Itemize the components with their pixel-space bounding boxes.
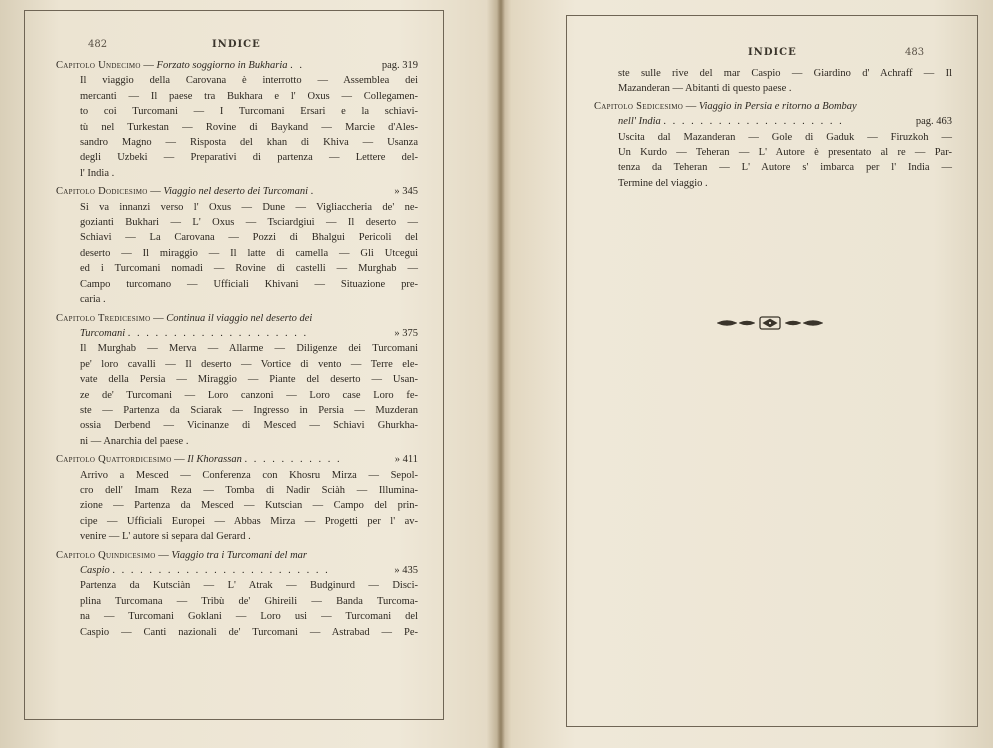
summary-line: deserto — Il miraggio — Il latte di camella — Gli Utcegui: [80, 247, 418, 259]
page-ref: 435: [402, 565, 418, 576]
left-page-index: [56, 58, 418, 640]
left-page-number: 482: [88, 39, 108, 50]
summary-line: Caspio — Canti nazionali de' Turcomani — Astrabad — Pe-: [80, 626, 418, 638]
summary-line: gozianti Bukhari — L' Oxus — Tsciardgiui — Il deserto —: [80, 217, 418, 229]
summary-line: caria .: [80, 294, 106, 306]
printer-ornament-icon: [715, 315, 825, 331]
summary-line: zione — Partenza da Mesced — Kutscian — Campo del prin-: [80, 500, 418, 512]
summary-line: Si va innanzi verso l' Oxus — Dune — Vigliaccheria de' ne-: [80, 201, 418, 213]
summary-line: mercanti — Il paese tra Bukhara e l' Oxus — Collegamen-: [80, 90, 418, 102]
right-running-head: INDICE: [748, 47, 797, 58]
chapter-heading-cont: Caspio . . . . . . . . . . . . . . . . . . . . . . . . » 435: [80, 565, 418, 576]
summary-line: vate della Persia — Miraggio — Piante del deserto — Usan-: [80, 374, 418, 386]
chapter-heading: Capitolo Quindicesimo — Viaggio tra i Turcomani del mar: [56, 549, 307, 561]
summary-line: l' India .: [80, 167, 115, 179]
chapter-heading-cont: Turcomani . . . . . . . . . . . . . . . . . . . . » 375: [80, 327, 418, 339]
summary-line: Termine del viaggio .: [618, 177, 708, 189]
summary-line: ze de' Turcomani — Loro canzoni — Loro case Loro fe-: [80, 389, 418, 401]
summary-line: ni — Anarchia del paese .: [80, 435, 189, 447]
chapter-heading: Capitolo Undecimo — Forzato soggiorno in Bukharia . . pag. 319: [56, 60, 418, 71]
page-ref: 345: [402, 186, 418, 198]
summary-line: sandro Magno — Risposta del khan di Khiva — Usanza: [80, 137, 418, 149]
summary-line: venire — L' autore si separa dal Gerard .: [80, 531, 251, 543]
page-ref: 411: [402, 454, 418, 466]
chapter-heading-cont: nell' India . . . . . . . . . . . . . . . . . . . . pag. 463: [618, 116, 952, 128]
summary-line: to coi Turcomani — I Turcomani Ersari e la schiavi-: [80, 106, 418, 118]
left-running-head: INDICE: [212, 39, 261, 50]
chapter-heading: Capitolo Tredicesimo — Continua il viaggio nel deserto dei: [56, 312, 313, 324]
summary-line: Mazanderan — Abitanti di questo paese .: [618, 83, 792, 95]
summary-line: plina Turcomana — Tribù de' Ghireili — Banda Turcoma-: [80, 595, 418, 607]
summary-line: ste sulle rive del mar Caspio — Giardino d' Achraff — Il: [618, 68, 952, 79]
summary-line: ossia Derbend — Vicinanze di Mesced — Schiavi Ghurkha-: [80, 420, 418, 432]
chapter-heading: Capitolo Sedicesimo — Viaggio in Persia e ritorno a Bombay: [594, 100, 857, 112]
summary-line: Arrivo a Mesced — Conferenza con Khosru Mirza — Sepol-: [80, 469, 418, 481]
summary-line: Il viaggio della Carovana è interrotto — Assemblea dei: [80, 75, 418, 87]
summary-line: Uscita dal Mazanderan — Gole di Gaduk — Firuzkoh —: [618, 131, 952, 143]
page-ref: 319: [402, 60, 418, 71]
summary-line: ste — Partenza da Sciarak — Ingresso in Persia — Muzderan: [80, 404, 418, 416]
summary-line: Partenza da Kutsciàn — L' Atrak — Budginurd — Disci-: [80, 580, 418, 592]
summary-line: Il Murghab — Merva — Allarme — Diligenze dei Turcomani: [80, 343, 418, 355]
summary-line: Un Kurdo — Teheran — L' Autore è presentato al re — Par-: [618, 147, 952, 159]
summary-line: cipe — Ufficiali Europei — Abbas Mirza — Progetti per l' av-: [80, 515, 418, 527]
summary-line: pe' loro cavalli — Il deserto — Vortice di vento — Terre ele-: [80, 358, 418, 370]
summary-line: Campo turcomano — Ufficiali Khivani — Situazione pre-: [80, 278, 418, 290]
summary-line: Schiavi — La Carovana — Pozzi di Bhalgui Pericoli del: [80, 232, 418, 244]
book-gutter: [497, 0, 505, 748]
chapter-heading: Capitolo Quattordicesimo — Il Khorassan . . . . . . . . . . . » 411: [56, 454, 418, 466]
page-ref: 375: [402, 327, 418, 339]
summary-line: tù nel Turkestan — Rovine di Baykand — Marcie d'Ales-: [80, 121, 418, 133]
summary-line: na — Turcomani Goklani — Loro usi — Turcomani del: [80, 611, 418, 623]
chapter-heading: Capitolo Dodicesimo — Viaggio nel deserto dei Turcomani . » 345: [56, 186, 418, 198]
right-page-number: 483: [905, 47, 925, 58]
summary-line: cro dell' Imam Reza — Tomba di Nadir Sciàh — Illumina-: [80, 484, 418, 496]
page-ref: 463: [936, 116, 952, 128]
summary-line: ed i Turcomani nomadi — Rovine di castelli — Murghab —: [80, 263, 418, 275]
right-page-index: [594, 66, 952, 191]
summary-line: tenza da Teheran — L' Autore s' imbarca per l' India —: [618, 162, 952, 174]
summary-line: degli Uzbeki — Preparativi di partenza — Lettere del-: [80, 152, 418, 164]
